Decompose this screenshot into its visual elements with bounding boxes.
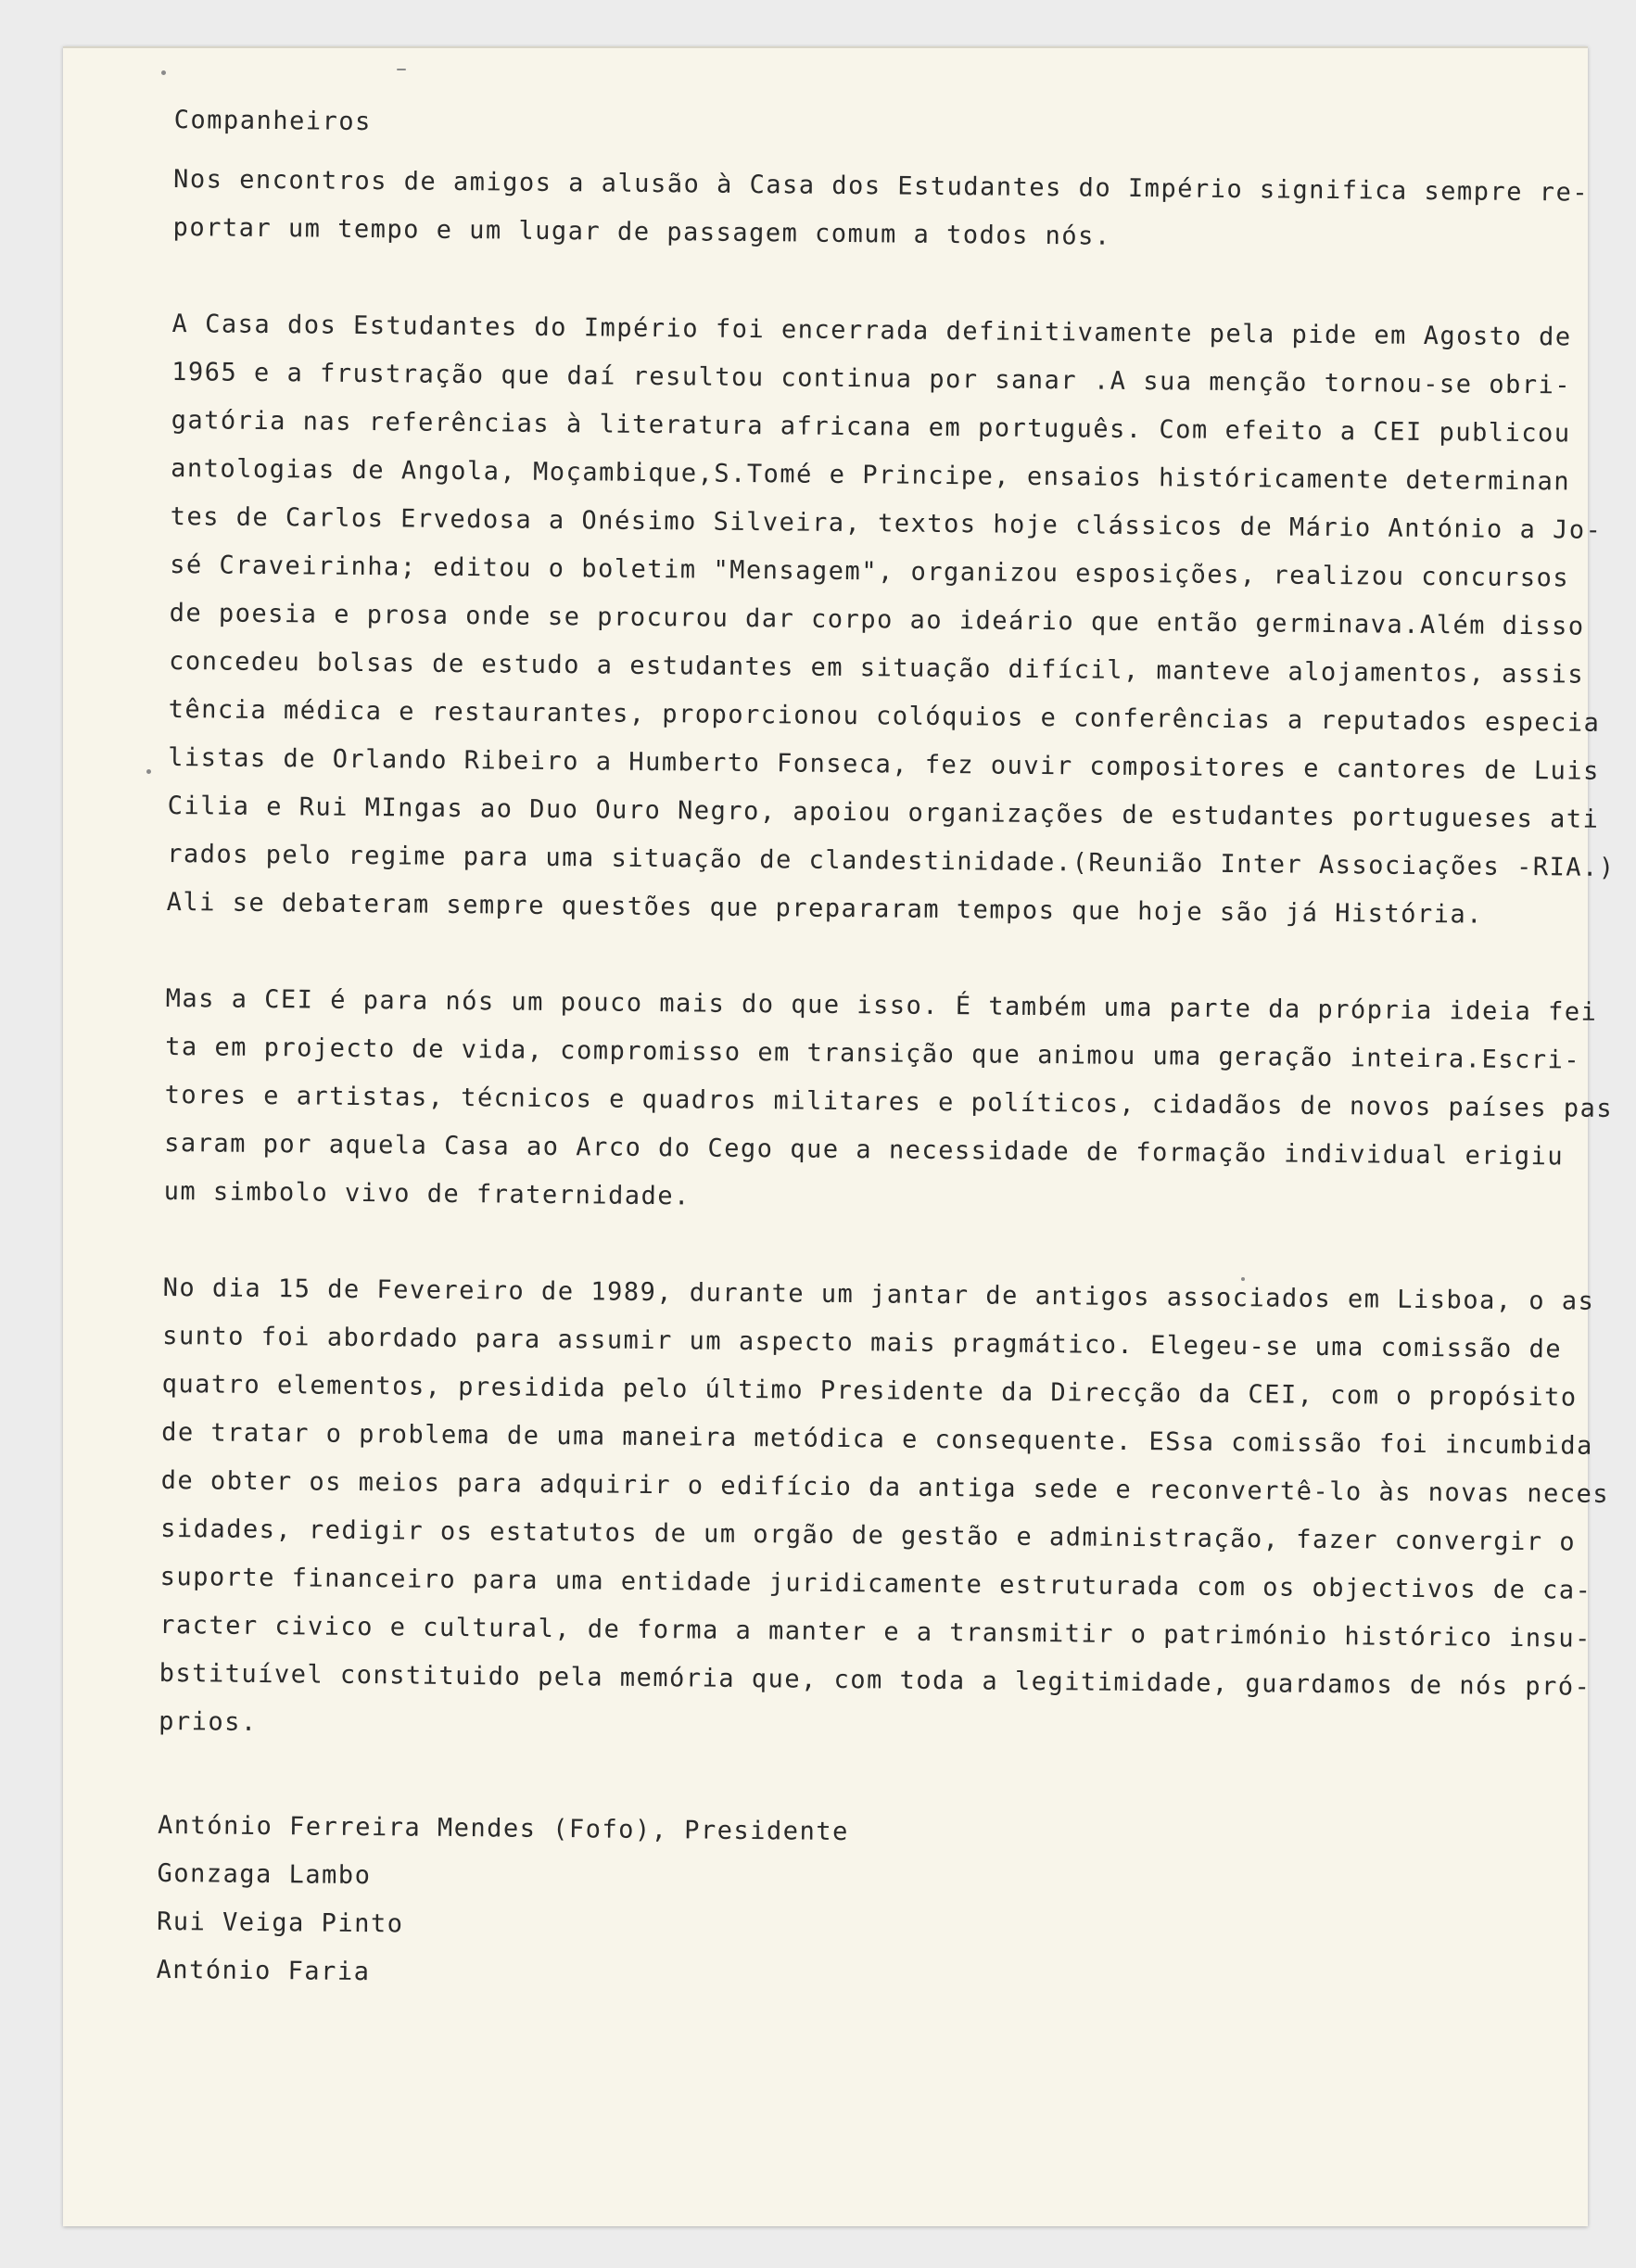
text-line: de poesia e prosa onde se procurou dar corpo ao ideário que então germinava.Além disso [169, 598, 1585, 641]
text-line: A Casa dos Estudantes do Império foi encerrada definitivamente pela pide em Agosto de [171, 309, 1572, 352]
text-line: de tratar o problema de uma maneira metódica e consequente. ESsa comissão foi incumbida [161, 1417, 1593, 1461]
salutation: Companheiros [173, 105, 372, 137]
signatory: António Faria [156, 1955, 371, 1987]
letter-body [156, 96, 1616, 2008]
text-line: racter civico e cultural, de forma a manter e a transmitir o património histórico insu- [159, 1610, 1592, 1653]
paper-speck [146, 769, 151, 774]
text-line: tência médica e restaurantes, proporcionou colóquios e conferências a reputados especia [168, 694, 1601, 738]
signatory-president: António Ferreira Mendes (Fofo), Presidente [157, 1810, 849, 1847]
paper-speck [161, 70, 166, 75]
text-line: gatória nas referências à literatura africana em português. Com efeito a CEI publicou [171, 405, 1571, 449]
paragraph [166, 300, 1616, 940]
text-line: concedeu bolsas de estudo a estudantes em situação difícil, manteve alojamentos, assis [169, 646, 1585, 690]
paper-speck [397, 69, 406, 70]
text-line: ta em projecto de vida, compromisso em transição que animou uma geração inteira.Escri- [165, 1032, 1581, 1075]
text-line: saram por aquela Casa ao Arco do Cego que a necessidade de formação individual erigiu [164, 1128, 1565, 1172]
text-line: sé Craveirinha; editou o boletim "Mensagem", organizou esposições, realizou concursos [169, 550, 1570, 593]
text-line: 1965 e a frustração que daí resultou continua por sanar .A sua menção tornou-se obri- [171, 357, 1572, 400]
text-line: listas de Orlando Ribeiro a Humberto Fonseca, fez ouvir compositores e cantores de Luis [168, 742, 1600, 786]
paragraph [163, 975, 1614, 1229]
text-line: bstituível constituido pela memória que, com toda a legitimidade, guardamos de nós pró- [159, 1658, 1592, 1702]
text-line: Ali se debateram sempre questões que prepararam tempos que hoje são já História. [166, 887, 1484, 930]
paragraph [159, 1264, 1610, 1759]
text-line: sidades, redigir os estatutos de um orgão de gestão e administração, fazer convergir o [160, 1514, 1577, 1557]
text-line: Mas a CEI é para nós um pouco mais do que isso. É também uma parte da própria ideia fei [165, 983, 1598, 1027]
text-line: tores e artistas, técnicos e quadros militares e políticos, cidadãos de novos países pas [164, 1080, 1614, 1123]
signature-block [156, 1802, 1557, 2008]
text-line: de obter os meios para adquirir o edifício da antiga sede e reconvertê-lo às novas neces [160, 1465, 1610, 1509]
text-line: Cilia e Rui MIngas ao Duo Ouro Negro, apoiou organizações de estudantes portugueses ati [167, 791, 1600, 834]
text-line: prios. [159, 1706, 258, 1737]
text-line: suporte financeiro para uma entidade juridicamente estruturada com os objectivos de ca- [159, 1562, 1592, 1605]
text-line: Nos encontros de amigos a alusão à Casa dos Estudantes do Império significa sempre re- [172, 164, 1590, 208]
text-line: um simbolo vivo de fraternidade. [163, 1176, 691, 1211]
text-line: sunto foi abordado para assumir um aspecto mais pragmático. Elegeu-se uma comissão de [162, 1321, 1563, 1364]
signatory: Rui Veiga Pinto [156, 1907, 404, 1939]
text-line: tes de Carlos Ervedosa a Onésimo Silveira, textos hoje clássicos de Mário António a Jo- [170, 501, 1603, 545]
letter-page [63, 46, 1616, 2226]
text-line: quatro elementos, presidida pelo último Presidente da Direcção da CEI, com o propósito [161, 1369, 1578, 1413]
text-line: portar um tempo e um lugar de passagem comum a todos nós. [172, 212, 1111, 251]
paragraph [172, 156, 1590, 265]
signatory: Gonzaga Lambo [157, 1858, 372, 1891]
text-line: antologias de Angola, Moçambique,S.Tomé e Principe, ensaios históricamente determinan [170, 453, 1571, 497]
text-line: No dia 15 de Fevereiro de 1989, durante um jantar de antigos associados em Lisboa, o as [162, 1273, 1595, 1316]
text-line: rados pelo regime para uma situação de clandestinidade.(Reunião Inter Associações -RIA.) [167, 839, 1616, 882]
